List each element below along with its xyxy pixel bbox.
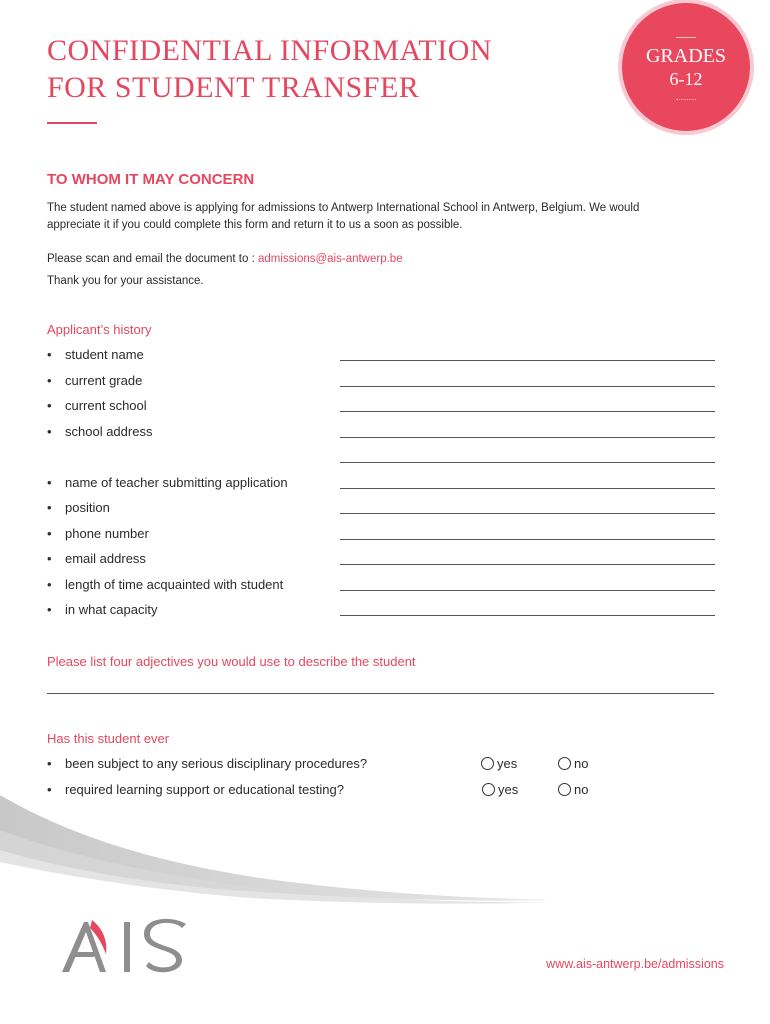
disciplinary-yes-radio[interactable] xyxy=(481,756,517,771)
title-line-1: CONFIDENTIAL INFORMATION xyxy=(47,34,493,67)
bullet: • xyxy=(47,551,52,566)
disciplinary-no-radio[interactable] xyxy=(558,756,588,771)
bullet: • xyxy=(47,577,52,592)
field-teacher-name xyxy=(47,475,717,493)
radio-circle-icon xyxy=(481,757,494,770)
bullet: • xyxy=(47,782,52,797)
radio-label: no xyxy=(574,782,589,797)
intro-line-1: The student named above is applying for admissions to Antwerp International School in Antwerp, Belgium. We would xyxy=(47,202,640,214)
field-current-school xyxy=(47,398,717,416)
field-current-grade xyxy=(47,373,717,391)
badge-grades-range: 6-12 xyxy=(669,69,703,89)
bullet: • xyxy=(47,398,52,413)
field-label: student name xyxy=(65,347,144,362)
radio-circle-icon xyxy=(558,757,571,770)
title-line-2: FOR STUDENT TRANSFER xyxy=(47,71,420,104)
school-address-input-line[interactable] xyxy=(340,437,715,438)
field-label: in what capacity xyxy=(65,602,158,617)
bullet: • xyxy=(47,424,52,439)
school-address-input-line-2[interactable] xyxy=(340,462,715,463)
field-capacity xyxy=(47,602,717,620)
field-school-address xyxy=(47,424,717,442)
adjectives-heading: Please list four adjectives you would use to describe the student xyxy=(47,654,416,669)
ais-logo xyxy=(62,918,192,978)
field-label: position xyxy=(65,500,110,515)
question-label: been subject to any serious disciplinary procedures? xyxy=(65,756,368,771)
field-label: email address xyxy=(65,551,146,566)
field-position xyxy=(47,500,717,518)
concern-heading: TO WHOM IT MAY CONCERN xyxy=(47,171,255,188)
decorative-swoosh xyxy=(0,790,560,910)
admissions-email-link[interactable]: admissions@ais-antwerp.be xyxy=(257,253,403,265)
time-acquainted-input-line[interactable] xyxy=(340,590,715,591)
bullet: • xyxy=(47,373,52,388)
bullet: • xyxy=(47,526,52,541)
field-label: name of teacher submitting application xyxy=(65,475,288,490)
bullet: • xyxy=(47,602,52,617)
history-heading: Applicant’s history xyxy=(47,322,152,337)
field-label: school address xyxy=(65,424,153,439)
radio-label: no xyxy=(574,756,589,771)
bullet: • xyxy=(47,347,52,362)
badge-grades-label: GRADES xyxy=(645,45,726,67)
bullet: • xyxy=(47,756,52,771)
badge-divider-top xyxy=(676,37,696,38)
badge-divider-bottom xyxy=(676,99,696,100)
intro-paragraph xyxy=(47,200,639,234)
field-label: current grade xyxy=(65,373,143,388)
position-input-line[interactable] xyxy=(340,513,715,514)
current-school-input-line[interactable] xyxy=(340,411,715,412)
capacity-input-line[interactable] xyxy=(340,615,715,616)
radio-label: yes xyxy=(497,756,518,771)
learning-support-no-radio[interactable] xyxy=(558,782,588,797)
current-grade-input-line[interactable] xyxy=(340,386,715,387)
question-label: required learning support or educational testing? xyxy=(65,782,344,797)
field-time-acquainted xyxy=(47,577,717,595)
intro-line-2: appreciate it if you could complete this form and return it to us a soon as possible. xyxy=(47,219,463,231)
adjectives-input-line[interactable] xyxy=(47,693,714,694)
ever-heading: Has this student ever xyxy=(47,731,170,746)
bullet: • xyxy=(47,500,52,515)
email-address-input-line[interactable] xyxy=(340,564,715,565)
phone-number-input-line[interactable] xyxy=(340,539,715,540)
field-label: phone number xyxy=(65,526,149,541)
question-disciplinary xyxy=(47,756,717,774)
admissions-website-link[interactable]: www.ais-antwerp.be/admissions xyxy=(546,957,724,971)
field-label: current school xyxy=(65,398,147,413)
field-label: length of time acquainted with student xyxy=(65,577,284,592)
email-instruction xyxy=(47,251,403,268)
title-underline xyxy=(47,122,97,124)
bullet: • xyxy=(47,475,52,490)
grades-badge xyxy=(622,3,750,131)
thank-you-text: Thank you for your assistance. xyxy=(47,275,204,287)
radio-label: yes xyxy=(498,782,519,797)
email-prompt: Please scan and email the document to : xyxy=(47,253,255,265)
page-title xyxy=(47,32,492,106)
field-student-name xyxy=(47,347,717,365)
teacher-name-input-line[interactable] xyxy=(340,488,715,489)
field-phone-number xyxy=(47,526,717,544)
field-email-address xyxy=(47,551,717,569)
student-name-input-line[interactable] xyxy=(340,360,715,361)
